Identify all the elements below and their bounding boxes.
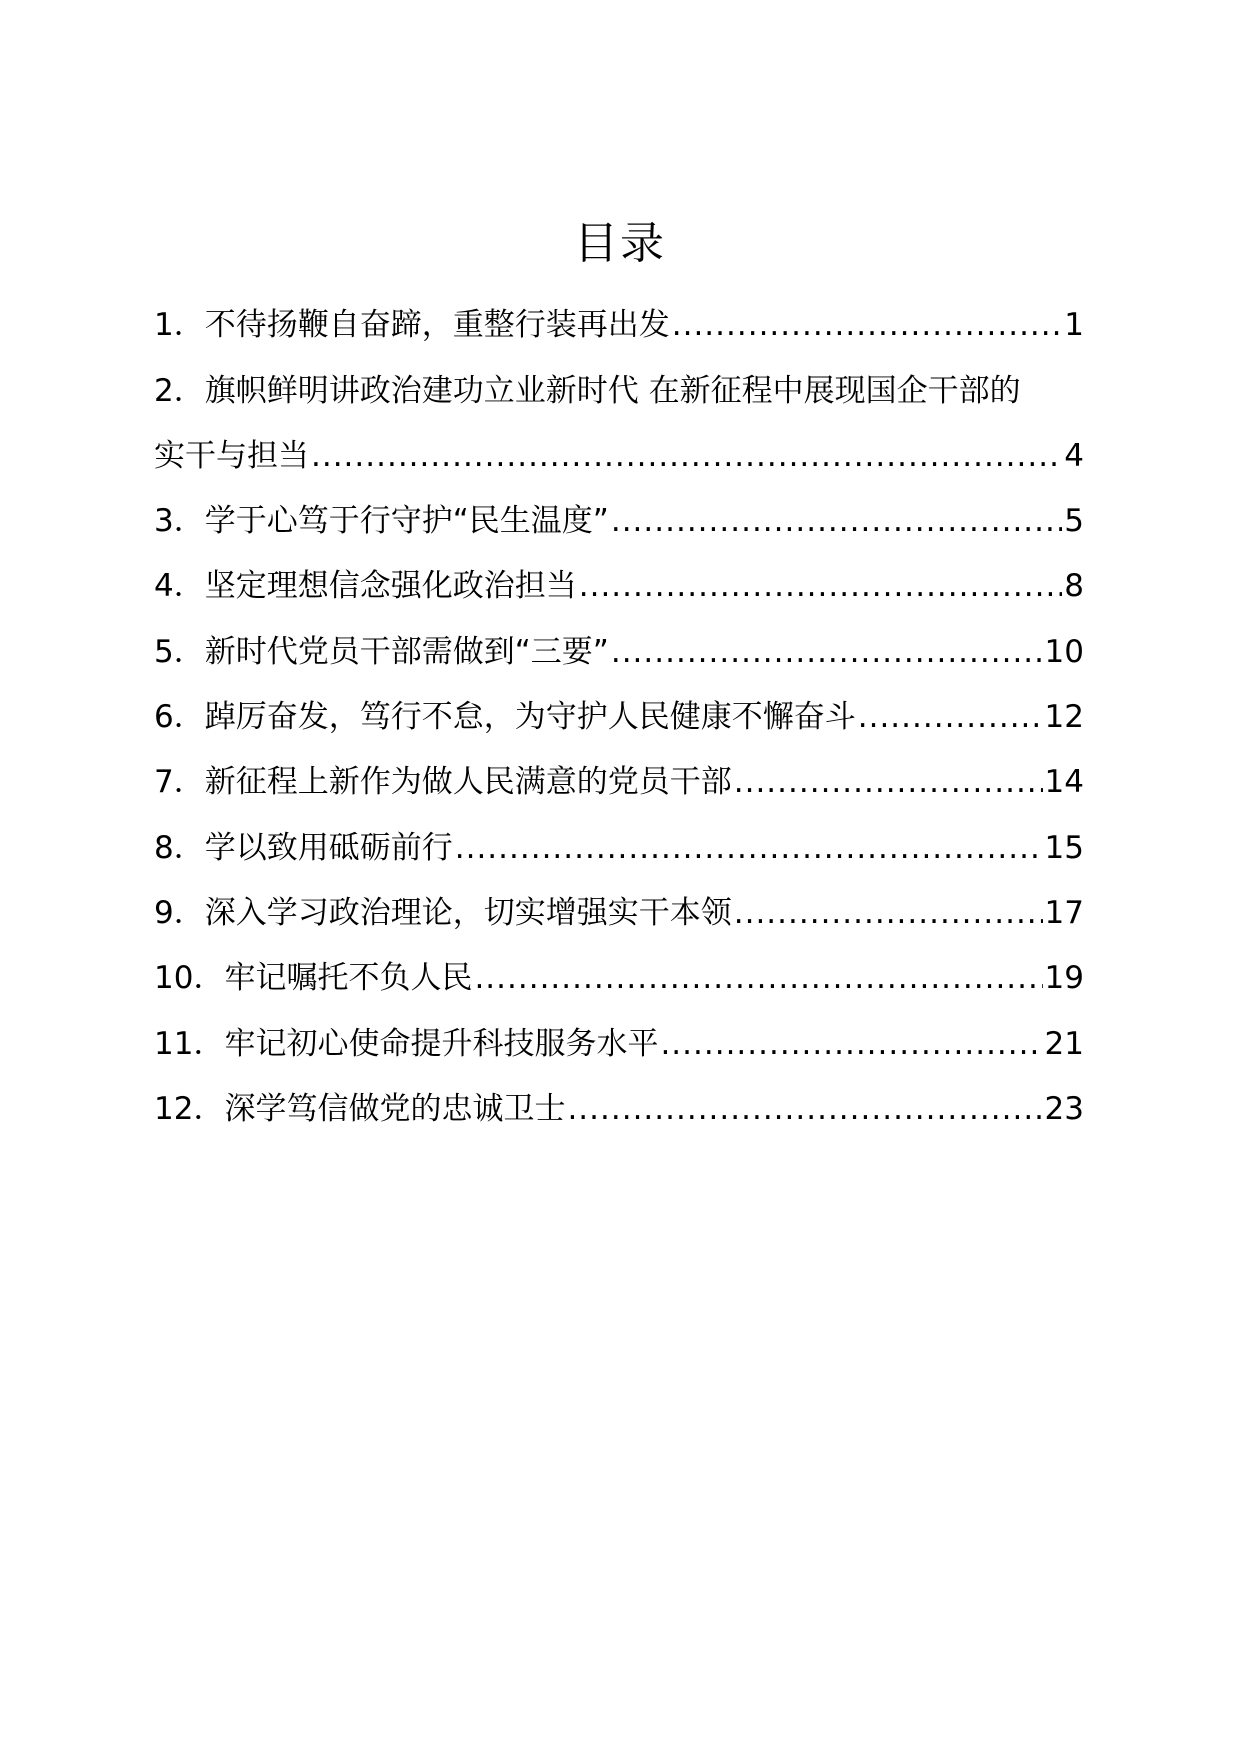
toc-dot-leader (311, 436, 1062, 476)
toc-entry-label: 1．不待扬鞭自奋蹄，重整行装再出发 (154, 307, 670, 344)
toc-page-number: 12 (1044, 699, 1084, 736)
toc-list (154, 280, 1084, 1129)
toc-page-number: 5 (1064, 503, 1084, 540)
toc-page-number: 10 (1044, 633, 1084, 670)
toc-page-number: 4 (1064, 437, 1084, 474)
toc-entry-6[interactable] (154, 672, 1084, 737)
toc-entry-1[interactable] (154, 280, 1084, 345)
toc-dot-leader (579, 566, 1063, 606)
toc-entry-label-continued: 实干与担当 (154, 437, 309, 474)
toc-entry-2[interactable] (154, 345, 1084, 476)
toc-entry-label: 6．踔厉奋发，笃行不怠，为守护人民健康不懈奋斗 (154, 699, 856, 736)
toc-entry-label: 7．新征程上新作为做人民满意的党员干部 (154, 764, 732, 801)
toc-dot-leader (474, 958, 1042, 998)
toc-page-number: 21 (1044, 1025, 1084, 1062)
toc-page-number: 23 (1044, 1090, 1084, 1127)
toc-entry-4[interactable] (154, 541, 1084, 606)
toc-dot-leader (567, 1089, 1042, 1129)
toc-entry-label: 4．坚定理想信念强化政治担当 (154, 568, 577, 605)
toc-dot-leader (672, 305, 1063, 345)
toc-entry-11[interactable] (154, 998, 1084, 1063)
toc-entry-label: 12．深学笃信做党的忠诚卫士 (154, 1090, 566, 1127)
toc-entry-label: 8．学以致用砥砺前行 (154, 829, 453, 866)
toc-entry-3[interactable] (154, 476, 1084, 541)
toc-page-number: 17 (1044, 894, 1084, 931)
toc-entry-label: 3．学于心笃于行守护“民生温度” (154, 503, 609, 540)
toc-page-number: 14 (1044, 764, 1084, 801)
toc-entry-12[interactable] (154, 1064, 1084, 1129)
toc-page-number: 19 (1044, 960, 1084, 997)
toc-dot-leader (734, 893, 1043, 933)
toc-entry-label: 5．新时代党员干部需做到“三要” (154, 633, 609, 670)
toc-entry-8[interactable] (154, 802, 1084, 867)
toc-entry-9[interactable] (154, 868, 1084, 933)
toc-dot-leader (455, 828, 1043, 868)
toc-dot-leader (660, 1024, 1042, 1064)
toc-page-number: 1 (1064, 307, 1084, 344)
toc-title: 目录 (574, 218, 666, 269)
toc-dot-leader (858, 697, 1043, 737)
toc-entry-label: 10．牢记嘱托不负人民 (154, 960, 473, 997)
toc-dot-leader (734, 762, 1043, 802)
toc-page-number: 15 (1044, 829, 1084, 866)
toc-entry-label: 2．旗帜鲜明讲政治建功立业新时代 在新征程中展现国企干部的 (154, 372, 1021, 409)
toc-entry-label: 9．深入学习政治理论，切实增强实干本领 (154, 894, 732, 931)
toc-entry-label: 11．牢记初心使命提升科技服务水平 (154, 1025, 659, 1062)
toc-entry-10[interactable] (154, 933, 1084, 998)
toc-entry-7[interactable] (154, 737, 1084, 802)
toc-dot-leader (611, 501, 1062, 541)
toc-entry-5[interactable] (154, 606, 1084, 671)
toc-dot-leader (611, 632, 1043, 672)
toc-page-number: 8 (1064, 568, 1084, 605)
